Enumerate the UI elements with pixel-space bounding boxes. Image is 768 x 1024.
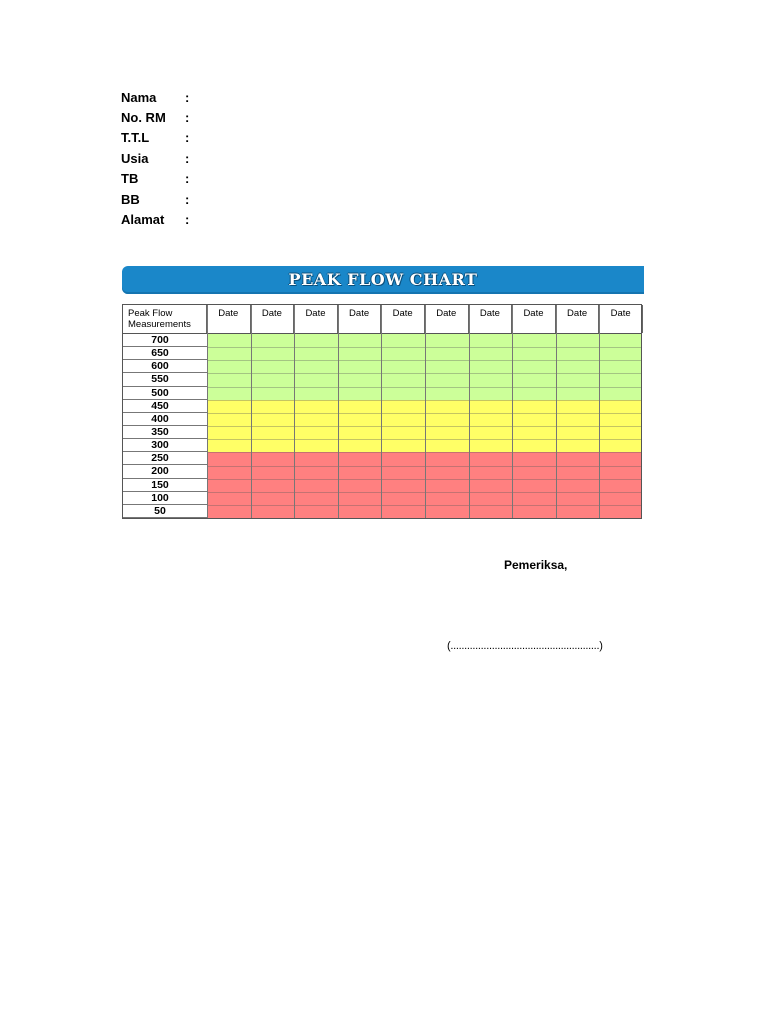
row-divider bbox=[207, 492, 641, 493]
row-divider bbox=[207, 505, 641, 506]
patient-field-bb bbox=[121, 189, 195, 209]
measurement-value: 700 bbox=[123, 334, 207, 347]
row-divider bbox=[207, 400, 641, 401]
patient-field-no-rm bbox=[121, 107, 195, 127]
measurement-value: 400 bbox=[123, 413, 207, 426]
date-header: Date bbox=[599, 305, 643, 333]
date-header: Date bbox=[381, 305, 425, 333]
patient-field-alamat bbox=[121, 209, 195, 229]
measurement-value: 250 bbox=[123, 452, 207, 465]
date-header: Date bbox=[294, 305, 338, 333]
row-divider bbox=[207, 439, 641, 440]
measurement-value: 100 bbox=[123, 492, 207, 505]
field-colon: : bbox=[185, 110, 190, 126]
field-colon: : bbox=[185, 212, 190, 228]
field-colon: : bbox=[185, 150, 190, 166]
field-colon: : bbox=[185, 191, 190, 207]
row-divider bbox=[207, 413, 641, 414]
examiner-label: Pemeriksa, bbox=[504, 558, 568, 572]
date-header: Date bbox=[251, 305, 295, 333]
field-label: BB bbox=[121, 191, 140, 207]
patient-field-ttl bbox=[121, 128, 195, 148]
row-divider bbox=[207, 360, 641, 361]
measurement-value: 500 bbox=[123, 387, 207, 400]
column-divider bbox=[251, 305, 252, 518]
field-label: Nama bbox=[121, 89, 157, 105]
row-divider bbox=[207, 347, 641, 348]
patient-info bbox=[121, 87, 195, 230]
measurement-value: 50 bbox=[123, 505, 207, 518]
field-label: No. RM bbox=[121, 110, 166, 126]
zone-green bbox=[207, 334, 641, 400]
field-colon: : bbox=[185, 89, 190, 105]
date-header: Date bbox=[469, 305, 513, 333]
row-divider bbox=[207, 387, 641, 388]
row-divider bbox=[207, 426, 641, 427]
chart-title: PEAK FLOW CHART bbox=[288, 270, 478, 289]
date-header: Date bbox=[338, 305, 382, 333]
chart-table bbox=[122, 304, 642, 519]
patient-field-usia bbox=[121, 148, 195, 168]
measurement-value: 600 bbox=[123, 360, 207, 373]
measurement-value: 650 bbox=[123, 347, 207, 360]
column-divider bbox=[556, 305, 557, 518]
column-divider bbox=[294, 305, 295, 518]
column-divider bbox=[338, 305, 339, 518]
row-divider bbox=[207, 452, 641, 453]
column-divider bbox=[381, 305, 382, 518]
signature-line: (......................................................) bbox=[447, 640, 603, 652]
field-label: T.T.L bbox=[121, 130, 150, 146]
date-header: Date bbox=[512, 305, 556, 333]
date-header: Date bbox=[207, 305, 251, 333]
measurement-value: 550 bbox=[123, 373, 207, 386]
peak-flow-chart bbox=[122, 264, 644, 522]
row-divider bbox=[207, 479, 641, 480]
column-divider bbox=[469, 305, 470, 518]
measurement-value: 350 bbox=[123, 426, 207, 439]
field-label: TB bbox=[121, 171, 139, 187]
zone-red bbox=[207, 452, 641, 518]
measurement-value: 150 bbox=[123, 479, 207, 492]
field-label: Alamat bbox=[121, 212, 165, 228]
measurement-value: 300 bbox=[123, 439, 207, 452]
date-header: Date bbox=[556, 305, 600, 333]
measurement-values bbox=[123, 334, 207, 518]
patient-field-nama bbox=[121, 87, 195, 107]
column-divider bbox=[207, 305, 208, 518]
measurements-header-line2: Measurements bbox=[128, 319, 191, 330]
row-divider bbox=[207, 373, 641, 374]
field-colon: : bbox=[185, 130, 190, 146]
chart-banner bbox=[122, 266, 644, 294]
row-divider bbox=[207, 466, 641, 467]
date-header: Date bbox=[425, 305, 469, 333]
field-colon: : bbox=[185, 171, 190, 187]
column-divider bbox=[599, 305, 600, 518]
patient-field-tb bbox=[121, 169, 195, 189]
measurement-value: 200 bbox=[123, 465, 207, 478]
column-divider bbox=[512, 305, 513, 518]
measurements-header bbox=[123, 305, 207, 333]
field-label: Usia bbox=[121, 150, 149, 166]
measurement-value: 450 bbox=[123, 400, 207, 413]
column-divider bbox=[425, 305, 426, 518]
measurements-header-line1: Peak Flow bbox=[128, 308, 173, 319]
